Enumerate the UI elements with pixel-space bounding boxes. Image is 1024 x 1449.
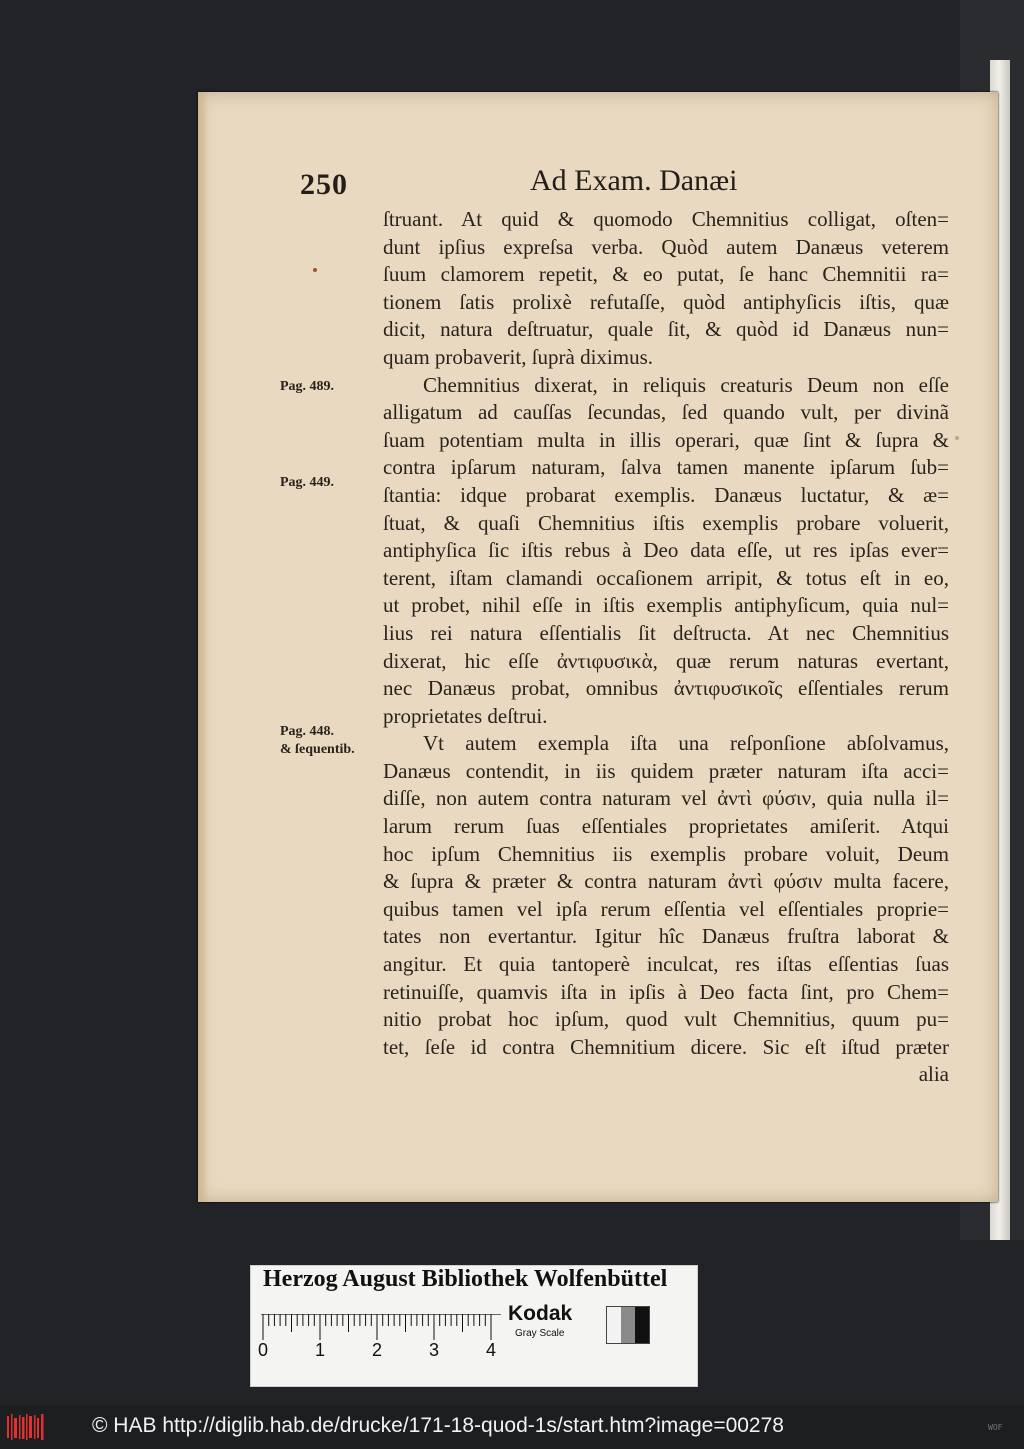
text-line: proprietates deſtrui. bbox=[383, 703, 548, 728]
gray-scale-label: Gray Scale bbox=[515, 1328, 565, 1339]
margin-note-page-ref: Pag. 449. bbox=[280, 475, 335, 490]
text-line: terent, iſtam clamandi occaſionem arripit, & totus eſt in eo, bbox=[383, 565, 949, 590]
text-line: & ſupra & præter & contra naturam ἀντὶ φύσιν multa facere, bbox=[383, 869, 949, 894]
text-line: ſuam potentiam multa in illis operari, quæ ſint & ſupra & bbox=[383, 427, 949, 452]
text-line: ſtantia: idque probarat exemplis. Danæus luctatur, & æ= bbox=[383, 482, 949, 507]
hab-barcode-logo-icon bbox=[6, 1412, 46, 1442]
copyright-url: © HAB http://diglib.hab.de/drucke/171-18-quod-1s/start.htm?image=00278 bbox=[92, 1414, 784, 1437]
text-line: alligatum ad cauſſas ſecundas, ſed quando vult, per divinã bbox=[383, 400, 949, 425]
running-head: Ad Exam. Danæi bbox=[530, 164, 738, 197]
footer-bar bbox=[0, 1405, 1024, 1449]
text-line: tet, ſeſe id contra Chemnitium dicere. Sic eſt iſtud præter bbox=[383, 1034, 949, 1059]
kodak-logo-text: Kodak bbox=[508, 1302, 573, 1325]
text-line: larum rerum ſuas eſſentiales proprietates amiſerit. Atqui bbox=[383, 814, 949, 839]
text-line: antiphyſica ſic iſtis rebus à Deo data eſſe, ut res ipſas ever= bbox=[383, 538, 949, 563]
text-line: nec Danæus probat, omnibus ἀντιφυσικοῖς eſſentiales rerum bbox=[383, 676, 949, 701]
library-name: Herzog August Bibliothek Wolfenbüttel bbox=[263, 1266, 668, 1292]
scale-ruler bbox=[261, 1314, 501, 1340]
page-number: 250 bbox=[300, 168, 348, 201]
ruler-label: 0 bbox=[258, 1340, 269, 1360]
text-line: ſtuat, & quaſi Chemnitius iſtis exemplis probare voluerit, bbox=[383, 510, 949, 535]
ink-speck bbox=[313, 268, 317, 272]
ink-speck bbox=[955, 436, 959, 440]
text-line: tates non evertantur. Igitur hîc Danæus fruſtra laborat & bbox=[383, 924, 949, 949]
ruler-label: 4 bbox=[486, 1340, 497, 1360]
ruler-label: 3 bbox=[429, 1340, 440, 1360]
text-line: Chemnitius dixerat, in reliquis creaturis Deum non eſſe bbox=[423, 372, 949, 397]
margin-note-continuation: & ſequentib. bbox=[280, 742, 355, 757]
margin-note-page-ref: Pag. 448. bbox=[280, 724, 335, 739]
text-line: angitur. Et quia tantoperè inculcat, res iſtas eſſentias ſuas bbox=[383, 952, 949, 977]
color-reference-card bbox=[250, 1265, 698, 1387]
gray-scale-patch bbox=[606, 1306, 650, 1344]
text-line: retinuiſſe, quamvis iſta in ipſis à Deo facta ſint, pro Chem= bbox=[383, 979, 949, 1004]
catchword: alia bbox=[918, 1062, 949, 1087]
ruler-label: 1 bbox=[315, 1340, 326, 1360]
text-line: Vt autem exempla iſta una reſponſione abſolvamus, bbox=[423, 731, 949, 756]
text-line: dixerat, hic eſſe ἀντιφυσικὰ, quæ rerum naturas evertant, bbox=[383, 648, 949, 673]
text-line: quam probaverit, ſuprà diximus. bbox=[383, 344, 654, 369]
text-line: diſſe, non autem contra naturam vel ἀντὶ φύσιν, quia nulla il= bbox=[383, 786, 949, 811]
text-line: lius rei natura eſſentialis ſit deſtructa. At nec Chemnitius bbox=[383, 620, 949, 645]
text-line: tionem ſatis prolixè refutaſſe, quòd antiphyſicis iſtis, quæ bbox=[383, 289, 949, 314]
text-line: Danæus contendit, in iis quidem præter naturam iſta acci= bbox=[383, 758, 949, 783]
text-line: contra ipſarum naturam, ſalva tamen manente ipſarum ſub= bbox=[383, 455, 949, 480]
text-line: ſuum clamorem repetit, & eo putat, ſe hanc Chemnitii ra= bbox=[383, 262, 949, 287]
text-line: hoc ipſum Chemnitius iis exemplis probare voluit, Deum bbox=[383, 841, 949, 866]
body-text bbox=[383, 206, 949, 1089]
ruler-label: 2 bbox=[372, 1340, 383, 1360]
text-line: dicit, natura deſtruatur, quale ſit, & quòd id Danæus nun= bbox=[383, 317, 949, 342]
page-gutter-shadow bbox=[198, 92, 208, 1202]
text-line: quibus tamen vel ipſa rerum eſſentia vel eſſentiales proprie= bbox=[383, 896, 949, 921]
margin-note-page-ref: Pag. 489. bbox=[280, 379, 335, 394]
footer-watermark: WOF bbox=[988, 1423, 1003, 1432]
text-line: nitio probat hoc ipſum, quod vult Chemnitius, quum pu= bbox=[383, 1007, 949, 1032]
text-line: ut probet, nihil eſſe in iſtis exemplis antiphyſicum, quia nul= bbox=[383, 593, 949, 618]
text-line: dunt ipſius expreſsa verba. Quòd autem Danæus veterem bbox=[383, 234, 949, 259]
text-line: ſtruant. At quid & quomodo Chemnitius colligat, oſten= bbox=[383, 207, 949, 231]
